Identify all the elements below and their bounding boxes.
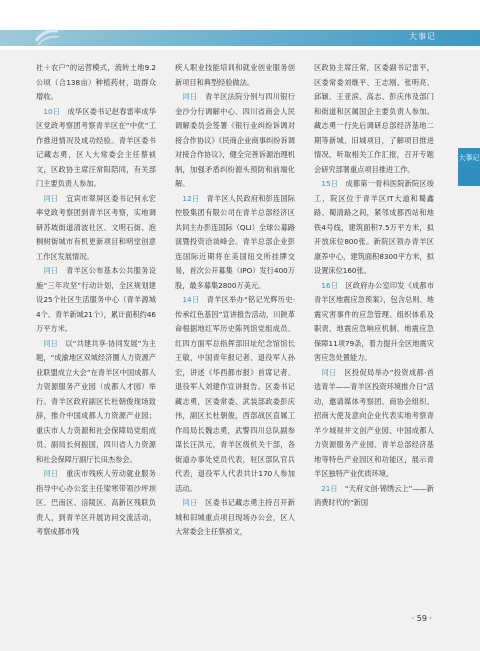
paragraph [36,337,156,468]
paragraph [175,192,295,294]
date-label: 14日 [175,295,207,304]
date-label: 12日 [175,193,207,203]
paragraph-text: 区委书记藏志勇主持召开新城和旧城重点项目现场办公会，区人大常委会主任蔡祯文， [175,498,295,536]
column-1 [36,61,156,540]
paragraph-text: 区政协主席汪常，区委副书记雷平，区委常委刘继平、王志刚、张明亮、邱颖、王亚滨、高志、彭庆伟及部门和街道和区属国企主要负责人参加。藏志勇一行先后调研总部经济基地二期等新城、旧城项目，了解项目推进情况，听取相关工作汇报，召开专题会研究部署重点项目推进工作。 [314,63,434,174]
date-label: 同日 [36,338,66,348]
page-header [0,0,480,50]
paragraph [175,61,295,90]
section-title: 大事记 [409,32,436,41]
paragraph-text: 青羊区人民政府和彭连国际控股集团有限公司在青羊总部经济区共同主办彭连国际（QLI）全球公募路演暨投资洽谈峰会。青羊总部企业彭连国际近期将在美国纽交所挂牌交易，首次公开募集（IPO）发行400万股，最多募集2800万美元。 [175,193,295,290]
paragraph [314,61,434,177]
paragraph [175,496,295,540]
paragraph [175,90,295,192]
side-section-tab: 大事记 [458,148,480,186]
paragraph [36,61,156,105]
date-label: 15日 [314,179,346,188]
header-color-band [0,30,480,46]
paragraph-text: 社＋农户”的运营模式，流转土地9.2公顷（合138亩）种植药材，助群众增收。 [36,63,156,101]
paragraph-text: 成华区委书记赵春雷率成华区党政考察团考察青羊区在“中优”工作推进情况及成功经验。青羊区委书记藏志勇，区人大常委会主任蔡祯文，区政协主席汪常阳陪同，有关部门主要负责人参加。 [36,106,156,188]
date-label: 10日 [36,106,68,116]
paragraph-text: 宜宾市翠屏区委书记何永宏率党政考察团到青羊区考察，实地调研苏坡街道清波社区、文明石街、泡桐树街城市有机更新项目和明堂创意工作区发展情况。 [36,193,156,261]
paragraph-text: 青羊区法院分别与四川银行金沙分行调解中心、四川省商会人民调解委员会签署《银行业纠纷诉调对接合作协议》《民商企业商事纠纷诉调对接合作协议》，健全完善诉源治理机制，加强矛盾纠纷源头预防和前端化解。 [175,92,295,188]
paragraph-text: 青羊区举办“铭记光辉历史·传承红色基因”宣讲报告活动，川陕革命根据地红军历史陈列馆党组成员、红四方面军总指挥部旧址纪念馆馆长王敏，中国青年报记者、退役军人孙宏，讲述《华西都市报》首席记者、退役军人刘建作宣讲报告。区委书记藏志勇，区委常委、武装部政委彭庆伟，副区长杜朝俊，西部战区直属工作局局长魏志勇，武警四川总队副参谋长汪洪元，青羊区级机关干部，各街道办事处党员代表，驻区部队官兵代表，退役军人代表共计170人参加活动。 [175,295,295,493]
date-label: 21日 [314,483,345,493]
paragraph [36,105,156,192]
date-label: 同日 [36,193,67,203]
date-label: 同日 [314,367,345,377]
paragraph [36,264,156,337]
paragraph-text: 以“共建共享·协同发展”为主题，“成渝地区双城经济圈人力资源产业联盟成立大会”在青羊区中国成都人力资源服务产业园（成都人才园）举行。青羊区政府副区长杜朝俊现场致辞，推介中国成都人力资源产业园；重庆市人力资源和社会保障局党组成员、副局长何振国，四川省人力资源和社会保障厅副厅长田杰参会。 [36,338,156,464]
paragraph [314,177,434,279]
text-columns [36,61,436,621]
paragraph [314,366,434,482]
paragraph [314,279,434,366]
date-label: 同日 [175,498,206,507]
date-label: 16日 [314,280,346,290]
paragraph-text: 青羊区公布基本公共服务设施“三年攻坚”行动计划，全区规划建设25个社区生活服务中心（青羊源城4个、青羊新城21个），累计面积约46万平方米。 [36,266,156,333]
paragraph-text: 疾人职业技能培训和就业创业服务创新项目和典型经验做法。 [175,63,295,87]
paragraph [175,293,295,496]
date-label: 同日 [175,92,206,101]
paragraph-text: 区投促局举办“投资成都·首选青羊——青羊区投资环境推介日”活动，邀请媒体考察团、商协会组织、招商大使及意向企业代表实地考察青羊少城视井文创产业园、中国成都人力资源服务产业园、青羊总部经济基地等特色产业园区和功能区，展示青羊区独特产业优质环境。 [314,367,434,478]
date-label: 同日 [36,266,67,275]
page-number: · 59 · [411,614,432,623]
header-decoration-icon [34,25,60,47]
paragraph [314,482,434,511]
paragraph-text: 重庆市残疾人劳动就业服务指导中心办公室主任梁寒带领沙坪坝区、巴南区、涪陵区、高新区残联负责人，到青羊区开展访问交流活动，考察成都市残 [36,469,156,536]
column-3 [314,61,434,511]
paragraph-text: 成都第一骨科医院新院区竣工，院区位于青羊区IT大道和蜀鑫路、蜀清路之间，紧邻成都西站和地铁4号线，建筑面积7.5万平方米，拟开放床位800张。新院区领办青羊区康养中心，建筑面积8300平方米，拟设置床位160张。 [314,179,434,275]
paragraph [36,467,156,540]
paragraph [36,192,156,265]
date-label: 同日 [36,469,67,478]
paragraph-text: “天府文创·锦绣云上”——新消费时代的“新国 [314,483,434,507]
paragraph-text: 区政府办公室印发《成都市青羊区地震应急预案》，包含总则、地震灾害事件的应急管理、组织体系及职责、地震应急响应机制、地震应急保障11项79条，着力提升全区地震灾害应急处置能力。 [314,280,434,362]
column-2 [175,61,295,540]
